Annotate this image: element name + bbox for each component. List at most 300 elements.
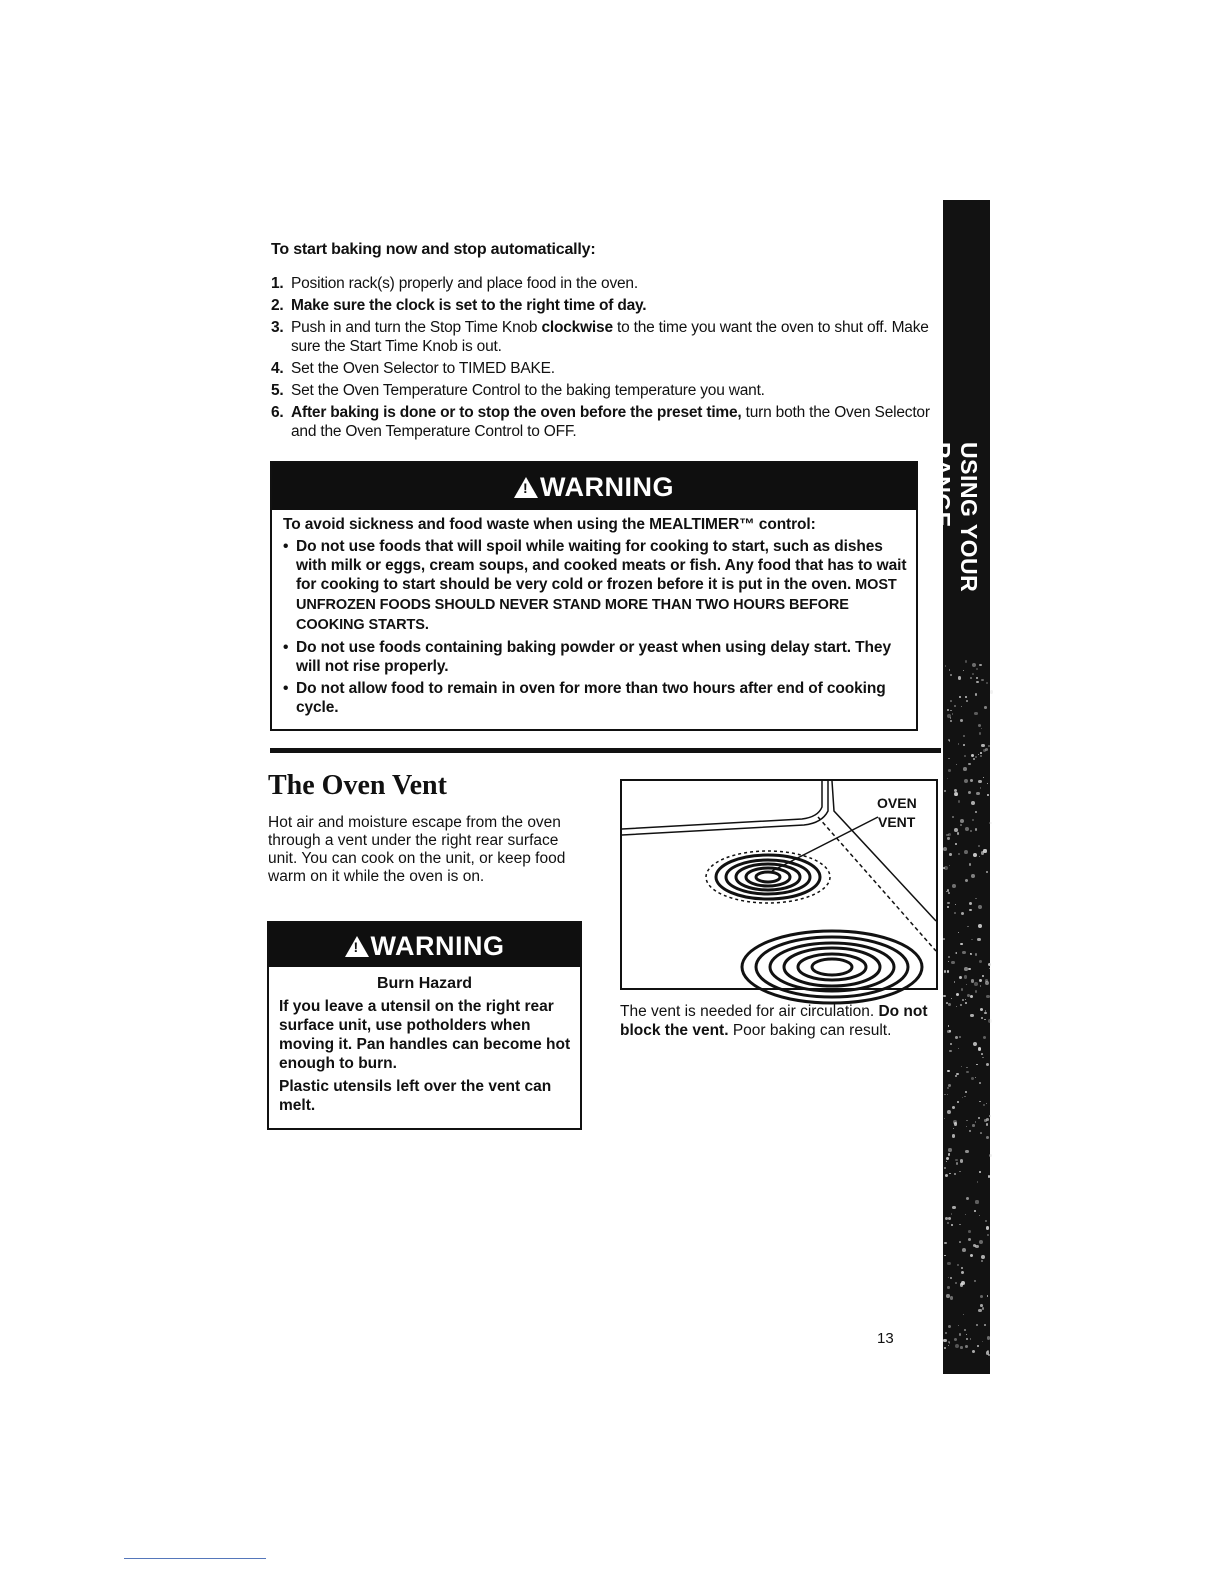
texture-speck [985, 1220, 988, 1223]
texture-speck [975, 990, 978, 993]
texture-speck [950, 1277, 953, 1280]
texture-speck [973, 1042, 977, 1046]
caption-text: Poor baking can result. [728, 1022, 892, 1039]
texture-speck [984, 1012, 986, 1014]
texture-speck [950, 1043, 952, 1045]
texture-speck [958, 932, 960, 934]
texture-speck [947, 837, 949, 839]
bullet-icon: • [283, 538, 289, 555]
step-number: 2. [271, 297, 284, 314]
texture-speck [972, 1350, 975, 1353]
step-text-bold: After baking is done or to stop the oven before the preset time, [291, 404, 742, 421]
step-text: turn both the Oven Selector and the Oven Temperature Control to OFF. [291, 404, 930, 440]
step-text: to the time you want the oven to shut off. Make sure the Start Time Knob is out. [291, 319, 929, 355]
step-number: 4. [271, 360, 284, 377]
texture-speck [944, 1118, 945, 1119]
texture-speck [956, 764, 958, 766]
warning-banner [269, 923, 580, 967]
texture-speck [948, 833, 951, 836]
step-number: 6. [271, 404, 284, 421]
texture-speck [944, 790, 946, 792]
texture-speck [987, 1350, 989, 1352]
step-item [271, 403, 931, 441]
texture-speck [980, 1132, 982, 1134]
texture-speck [950, 720, 952, 722]
texture-speck [978, 845, 980, 847]
texture-speck [960, 819, 964, 823]
texture-speck [947, 1262, 950, 1265]
texture-speck [965, 1091, 967, 1093]
texture-speck [946, 1002, 948, 1004]
texture-speck [943, 995, 945, 997]
texture-speck [973, 1244, 976, 1247]
texture-speck [970, 995, 973, 998]
texture-speck [975, 953, 978, 956]
section-divider [270, 748, 941, 753]
texture-speck [957, 1264, 960, 1267]
texture-speck [981, 744, 985, 748]
texture-speck [987, 1336, 990, 1339]
texture-speck [986, 1103, 987, 1104]
texture-speck [948, 1025, 950, 1027]
texture-speck [960, 1283, 962, 1285]
texture-speck [972, 819, 975, 822]
texture-speck [988, 963, 991, 966]
texture-speck [977, 938, 981, 942]
texture-speck [966, 984, 967, 985]
texture-speck [965, 1214, 966, 1215]
texture-speck [966, 1334, 967, 1335]
texture-speck [947, 709, 948, 710]
texture-speck [990, 690, 993, 693]
step-number: 3. [271, 319, 284, 336]
texture-speck [986, 1136, 989, 1139]
texture-speck [948, 892, 950, 894]
texture-speck [964, 850, 968, 854]
texture-speck [979, 1082, 981, 1084]
texture-speck [955, 843, 957, 845]
warning-triangle-icon [345, 936, 369, 957]
warning-intro: To avoid sickness and food waste when using the MEALTIMER™ control: [283, 516, 816, 533]
texture-speck [977, 1181, 979, 1183]
texture-speck [984, 1324, 986, 1326]
warning-paragraph: Plastic utensils left over the vent can melt. [279, 1078, 552, 1114]
texture-speck [963, 744, 965, 746]
texture-speck [978, 754, 979, 755]
step-text: Push in and turn the Stop Time Knob [291, 319, 542, 336]
warning-banner [272, 463, 916, 510]
texture-speck [943, 938, 945, 940]
texture-speck [956, 993, 959, 996]
texture-speck [954, 912, 956, 914]
texture-speck [949, 1173, 950, 1174]
texture-speck [988, 1019, 992, 1023]
texture-speck [986, 1351, 989, 1354]
section-side-tab [929, 200, 990, 1374]
texture-speck [948, 1341, 950, 1343]
texture-speck [955, 1075, 956, 1076]
step-item [271, 318, 931, 356]
texture-speck [952, 1134, 956, 1138]
texture-speck [965, 1002, 967, 1004]
warning-bullet [283, 638, 916, 676]
texture-speck [948, 1217, 951, 1220]
texture-speck [984, 706, 987, 709]
texture-speck [947, 902, 950, 905]
range-drawing [622, 781, 936, 988]
texture-speck [948, 1084, 951, 1087]
texture-speck [982, 1341, 983, 1342]
texture-speck [968, 763, 971, 766]
texture-speck [970, 779, 973, 782]
step-text-bold: Make sure the clock is set to the right time of day. [291, 297, 647, 314]
texture-speck [979, 979, 982, 982]
texture-speck [986, 682, 988, 684]
texture-speck [968, 791, 972, 795]
texture-speck [961, 1271, 964, 1274]
caption-text-bold: Do not block the vent. [620, 1003, 928, 1039]
texture-speck [965, 999, 966, 1000]
texture-speck [967, 926, 968, 927]
bullet-text: Do not use foods that will spoil while waiting for cooking to start, such as dishes with milk or eggs, cream soups, and cooked meats or fish. Any food that has to wait for cooking to start should be very cold or frozen before it is put in the oven. [296, 538, 907, 593]
texture-speck [981, 1260, 984, 1263]
texture-speck [963, 1314, 964, 1315]
texture-speck [960, 1159, 964, 1163]
burner-coil-icon [706, 851, 830, 903]
texture-speck [952, 816, 954, 818]
texture-speck [989, 968, 990, 969]
texture-speck [959, 1036, 961, 1038]
texture-speck [959, 1241, 961, 1243]
warning-title: WARNING [540, 472, 674, 502]
texture-speck [945, 665, 947, 667]
texture-speck [968, 1238, 971, 1241]
texture-speck [986, 995, 990, 999]
texture-speck [975, 1200, 978, 1203]
texture-speck [945, 1174, 949, 1178]
texture-speck [988, 1175, 990, 1177]
texture-speck [969, 909, 972, 912]
texture-speck [948, 961, 949, 962]
texture-speck [944, 1094, 945, 1095]
bullet-text-caps: MOST UNFROZEN FOODS SHOULD NEVER STAND MORE THAN TWO HOURS BEFORE COOKING STARTS. [296, 577, 897, 633]
texture-speck [980, 752, 982, 754]
texture-speck [965, 660, 967, 662]
texture-speck [954, 981, 956, 983]
texture-speck [944, 1255, 945, 1256]
texture-speck [983, 749, 986, 752]
texture-speck [987, 783, 988, 784]
texture-speck [958, 676, 961, 679]
texture-speck [976, 1324, 978, 1326]
caption-text: The vent is needed for air circulation. [620, 1003, 879, 1020]
texture-speck [982, 1057, 984, 1059]
warning-box-mealtimer [270, 461, 918, 731]
texture-speck [952, 1106, 955, 1109]
texture-speck [949, 865, 950, 866]
oven-vent-title: The Oven Vent [268, 770, 447, 801]
footer-line [124, 1558, 266, 1559]
texture-speck [966, 1126, 967, 1127]
figure-label: OVEN [877, 795, 917, 811]
texture-speck [947, 778, 948, 779]
texture-speck [969, 1130, 970, 1131]
texture-speck [989, 1154, 992, 1157]
texture-speck [972, 673, 974, 675]
texture-speck [949, 740, 951, 742]
texture-speck [964, 755, 966, 757]
warning-bullet [283, 679, 916, 717]
texture-speck [974, 1210, 976, 1212]
texture-speck [946, 1157, 949, 1160]
texture-speck [964, 975, 968, 979]
step-text: Set the Oven Selector to TIMED BAKE. [291, 360, 555, 377]
texture-speck [988, 745, 990, 747]
texture-speck [974, 982, 978, 986]
texture-speck [980, 985, 982, 987]
texture-speck [966, 700, 968, 702]
texture-speck [949, 853, 952, 856]
texture-speck [975, 828, 978, 831]
texture-speck [975, 1077, 976, 1078]
texture-speck [960, 943, 963, 946]
texture-speck [961, 1267, 963, 1269]
warning-title: WARNING [370, 931, 505, 961]
texture-speck [976, 681, 979, 684]
texture-speck [947, 1030, 951, 1034]
texture-speck [987, 794, 989, 796]
texture-speck [987, 1295, 989, 1297]
texture-speck [965, 879, 968, 882]
texture-speck [949, 669, 951, 671]
step-item [271, 296, 931, 315]
texture-speck [983, 1036, 986, 1039]
texture-speck [979, 960, 982, 963]
side-tab-label: USING YOUR RANGE [929, 442, 982, 593]
step-number: 1. [271, 275, 284, 292]
texture-speck [960, 824, 962, 826]
texture-speck [976, 1064, 978, 1066]
texture-speck [956, 952, 957, 953]
texture-speck [966, 1120, 967, 1121]
texture-speck [959, 1171, 961, 1173]
texture-speck [951, 998, 952, 999]
texture-speck [954, 705, 956, 707]
texture-speck [948, 1153, 951, 1156]
texture-speck [989, 1115, 991, 1117]
texture-speck [976, 792, 980, 796]
texture-speck [958, 1325, 959, 1326]
texture-speck [964, 1096, 966, 1098]
texture-speck [973, 758, 975, 760]
texture-speck [970, 1254, 973, 1257]
texture-speck [955, 793, 958, 796]
texture-speck [966, 1067, 967, 1068]
texture-speck [972, 1124, 975, 1127]
texture-speck [975, 1245, 978, 1248]
texture-speck [980, 787, 982, 789]
step-text: Set the Oven Temperature Control to the baking temperature you want. [291, 382, 765, 399]
texture-speck [975, 898, 976, 899]
texture-speck [981, 1255, 985, 1259]
texture-speck [964, 1329, 966, 1331]
texture-speck [979, 1171, 980, 1172]
texture-speck [955, 1036, 959, 1040]
warning-bullet [283, 537, 916, 635]
texture-speck [959, 696, 961, 698]
texture-speck [964, 967, 968, 971]
texture-speck [943, 867, 945, 869]
texture-speck [965, 1150, 968, 1153]
texture-speck [944, 1242, 947, 1245]
texture-speck [952, 713, 953, 714]
texture-speck [981, 679, 983, 681]
texture-speck [989, 822, 992, 825]
warning-box-burn [267, 921, 582, 1130]
texture-speck [965, 696, 967, 698]
texture-speck [983, 777, 984, 778]
texture-speck [949, 1050, 952, 1053]
texture-speck [944, 1167, 946, 1169]
texture-speck [978, 1047, 982, 1051]
texture-speck [947, 1070, 949, 1072]
texture-speck [954, 1173, 956, 1175]
texture-speck [966, 1197, 969, 1200]
texture-speck [950, 710, 952, 712]
texture-speck [985, 979, 988, 982]
texture-speck [957, 1101, 959, 1103]
texture-speck [980, 755, 982, 757]
texture-speck [948, 758, 949, 759]
texture-speck [970, 1338, 971, 1339]
texture-speck [979, 732, 981, 734]
texture-speck [984, 1019, 986, 1021]
section-heading: To start baking now and stop automatically: [271, 241, 596, 258]
texture-speck [960, 719, 963, 722]
texture-speck [978, 1117, 980, 1119]
texture-speck [979, 1215, 980, 1216]
step-item [271, 359, 931, 378]
texture-speck [980, 1008, 983, 1011]
texture-speck [944, 1347, 946, 1349]
texture-speck [978, 780, 981, 783]
texture-speck [963, 767, 967, 771]
texture-speck [960, 1346, 963, 1349]
texture-speck [987, 1234, 989, 1236]
warning-bullets [272, 537, 916, 717]
texture-speck [971, 801, 975, 805]
texture-speck [948, 1345, 949, 1346]
texture-speck [951, 1224, 953, 1226]
texture-speck [972, 663, 976, 667]
texture-speck [970, 677, 972, 679]
texture-speck [966, 1338, 969, 1341]
texture-speck [977, 1345, 979, 1347]
texture-speck [978, 905, 982, 909]
texture-speck [961, 912, 965, 916]
texture-speck [975, 811, 977, 813]
texture-speck [979, 1240, 983, 1244]
texture-speck [974, 712, 977, 715]
texture-speck [956, 1162, 959, 1165]
texture-speck [947, 1087, 949, 1089]
texture-speck [971, 874, 975, 878]
texture-speck [971, 939, 973, 941]
texture-speck [971, 1077, 974, 1080]
texture-speck [943, 847, 947, 851]
bullet-icon: • [283, 639, 289, 656]
texture-speck [956, 1006, 957, 1007]
burner-coil-icon [742, 931, 922, 1003]
texture-speck [963, 735, 965, 737]
steps-list [271, 274, 931, 444]
texture-speck [981, 1017, 983, 1019]
texture-speck [960, 1004, 962, 1006]
texture-speck [953, 1120, 957, 1124]
texture-speck [973, 853, 977, 857]
texture-speck [986, 871, 988, 873]
texture-speck [959, 976, 962, 979]
hazard-label: Burn Hazard [376, 975, 473, 992]
texture-speck [966, 1071, 969, 1074]
texture-speck [983, 1104, 985, 1106]
texture-speck [947, 970, 950, 973]
texture-speck [970, 1014, 973, 1017]
step-text: Position rack(s) properly and place food in the oven. [291, 275, 638, 292]
texture-speck [965, 1345, 968, 1348]
texture-speck [975, 756, 977, 758]
warning-triangle-icon [514, 477, 538, 498]
texture-speck [958, 1048, 959, 1049]
step-text-bold: clockwise [541, 319, 613, 336]
texture-speck [965, 827, 969, 831]
texture-speck [947, 1094, 948, 1095]
texture-speck [982, 1307, 984, 1309]
texture-speck [953, 1128, 954, 1129]
texture-speck [986, 1226, 989, 1229]
texture-speck [968, 968, 970, 970]
texture-speck [946, 1161, 947, 1162]
texture-speck [948, 1148, 951, 1151]
texture-speck [948, 956, 950, 958]
texture-speck [975, 1121, 976, 1122]
page-number: 13 [877, 1330, 894, 1347]
texture-speck [961, 988, 963, 990]
texture-speck [947, 906, 949, 908]
texture-speck [948, 1325, 951, 1328]
texture-speck [980, 1295, 983, 1298]
texture-speck [945, 1217, 948, 1220]
step-number: 5. [271, 382, 284, 399]
texture-speck [986, 1118, 989, 1121]
bullet-text: Do not use foods containing baking powder or yeast when using delay start. They will not rise properly. [296, 639, 891, 675]
texture-speck [974, 1280, 975, 1281]
texture-speck [950, 700, 952, 702]
texture-speck [968, 1230, 971, 1233]
texture-speck [982, 975, 984, 977]
texture-speck [981, 1053, 983, 1055]
texture-speck [948, 769, 951, 772]
texture-speck [961, 1066, 962, 1067]
texture-speck [951, 961, 955, 965]
texture-speck [969, 863, 972, 866]
texture-speck [975, 693, 977, 695]
texture-speck [963, 670, 964, 671]
texture-speck [951, 1213, 952, 1214]
texture-speck [976, 677, 977, 678]
step-item [271, 274, 931, 293]
texture-speck [952, 1206, 955, 1209]
